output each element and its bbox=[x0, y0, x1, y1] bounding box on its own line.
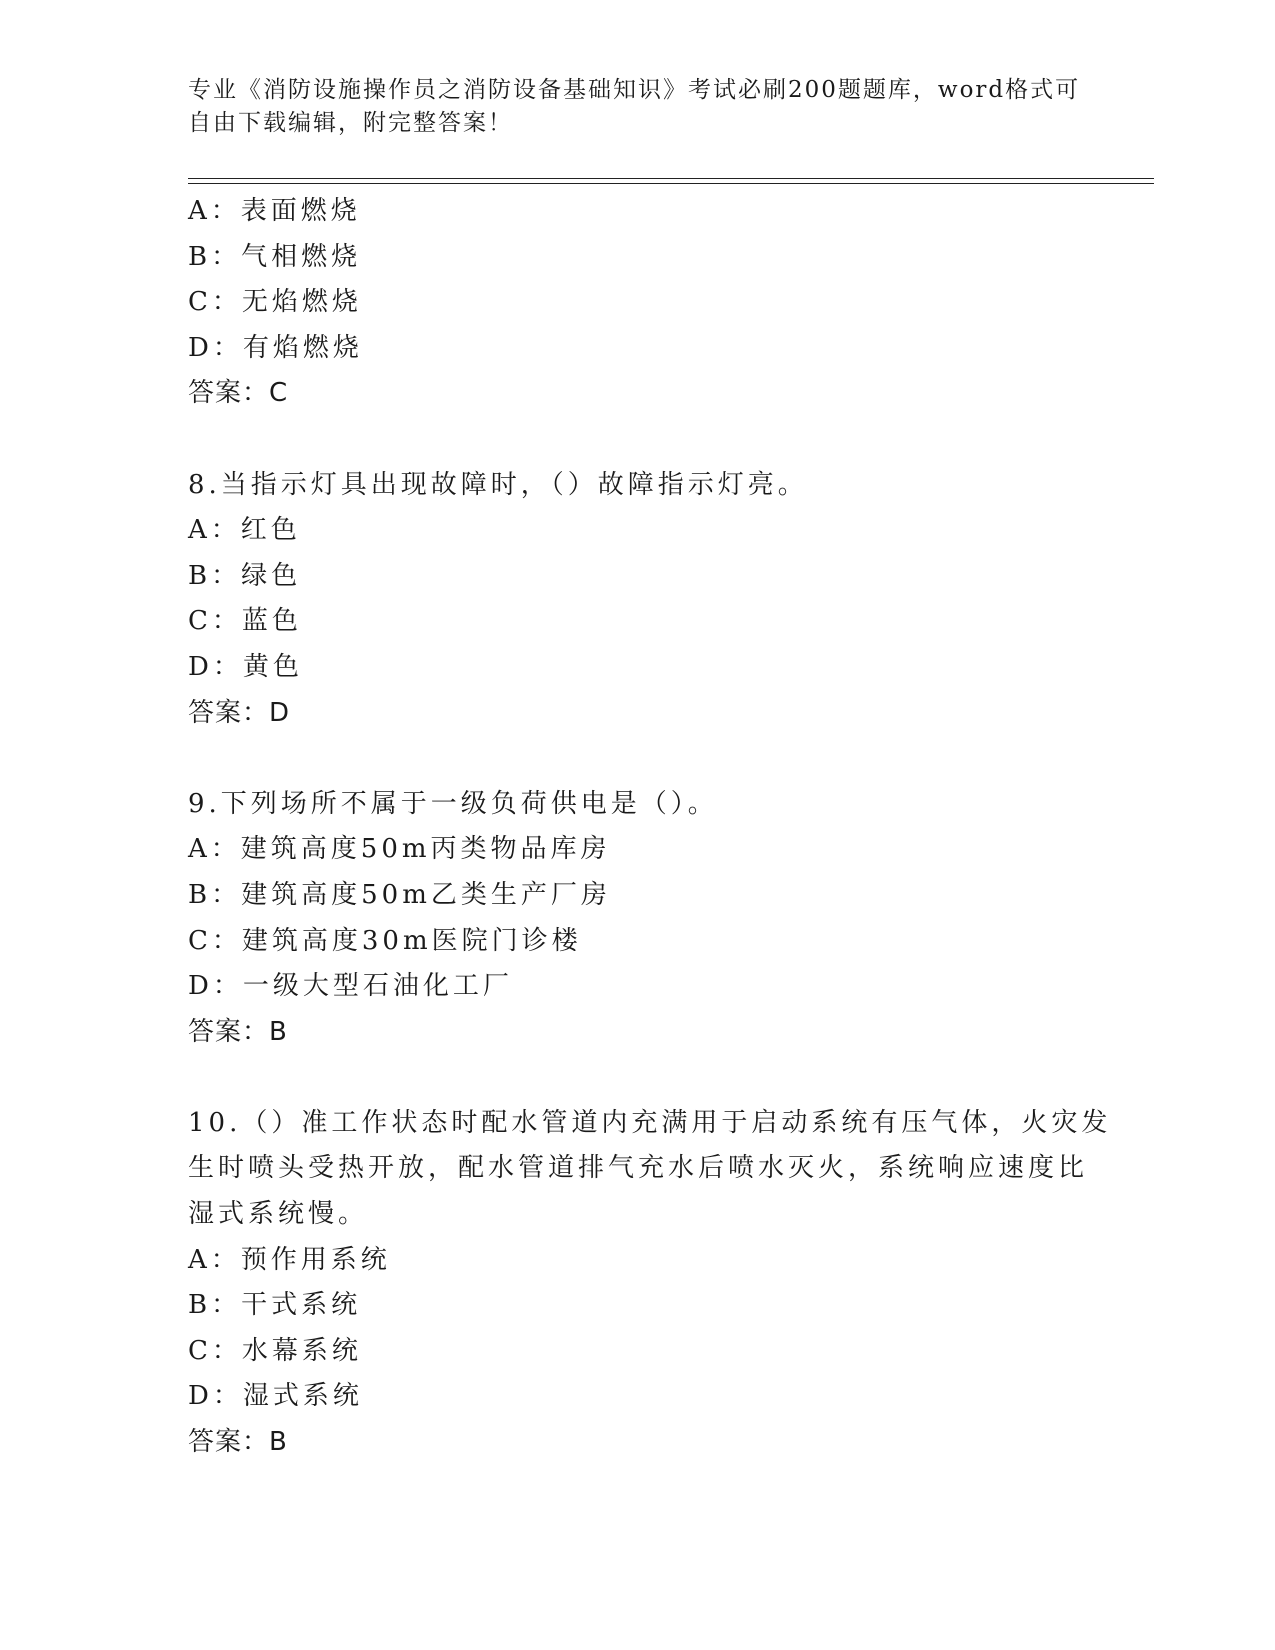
option-a: A：建筑高度50m丙类物品库房 bbox=[188, 834, 611, 865]
question-list bbox=[188, 189, 1112, 1466]
spacer bbox=[188, 417, 1088, 463]
question-9 bbox=[188, 782, 1088, 1056]
question-10 bbox=[188, 1101, 1112, 1466]
document-header bbox=[188, 74, 1088, 140]
option-a: A：预作用系统 bbox=[188, 1244, 391, 1275]
option-b: B：气相燃烧 bbox=[188, 241, 362, 272]
spacer bbox=[188, 736, 1088, 782]
option-c: C：水幕系统 bbox=[188, 1335, 362, 1366]
option-c: C：建筑高度30m医院门诊楼 bbox=[188, 925, 582, 956]
option-a: A：表面燃烧 bbox=[188, 196, 361, 226]
question-text: 8.当指示灯具出现故障时，（）故障指示灯亮。 bbox=[188, 469, 808, 500]
question-7 bbox=[188, 189, 1088, 417]
question-text: 9.下列场所不属于一级负荷供电是（）。 bbox=[188, 788, 718, 819]
answer-text: 答案：D bbox=[188, 697, 291, 728]
option-d: D：湿式系统 bbox=[188, 1381, 363, 1412]
header-divider-top bbox=[188, 178, 1154, 179]
question-text-line-1: 10.（）准工作状态时配水管道内充满用于启动系统有压气体，火灾发 bbox=[188, 1107, 1112, 1138]
option-d: D：黄色 bbox=[188, 651, 303, 682]
option-a: A：红色 bbox=[188, 515, 301, 546]
option-b: B：绿色 bbox=[188, 560, 302, 591]
option-d: D：一级大型石油化工厂 bbox=[188, 971, 513, 1002]
question-8 bbox=[188, 463, 1088, 737]
answer-text: 答案：B bbox=[188, 1427, 288, 1458]
question-text-line-3: 湿式系统慢。 bbox=[188, 1199, 369, 1230]
option-d: D：有焰燃烧 bbox=[188, 332, 363, 363]
header-line-2: 自由下载编辑，附完整答案！ bbox=[188, 110, 513, 136]
spacer bbox=[188, 1055, 1088, 1101]
header-line-1: 专业《消防设施操作员之消防设备基础知识》考试必刷200题题库，word格式可 bbox=[188, 77, 1081, 103]
answer-text: 答案：C bbox=[188, 378, 289, 409]
answer-text: 答案：B bbox=[188, 1016, 288, 1047]
option-c: C：无焰燃烧 bbox=[188, 287, 362, 318]
header-divider-bottom bbox=[188, 183, 1154, 184]
question-text-line-2: 生时喷头受热开放，配水管道排气充水后喷水灭火，系统响应速度比 bbox=[188, 1153, 1089, 1184]
option-b: B：建筑高度50m乙类生产厂房 bbox=[188, 879, 611, 910]
option-c: C：蓝色 bbox=[188, 606, 302, 637]
option-b: B：干式系统 bbox=[188, 1290, 362, 1321]
